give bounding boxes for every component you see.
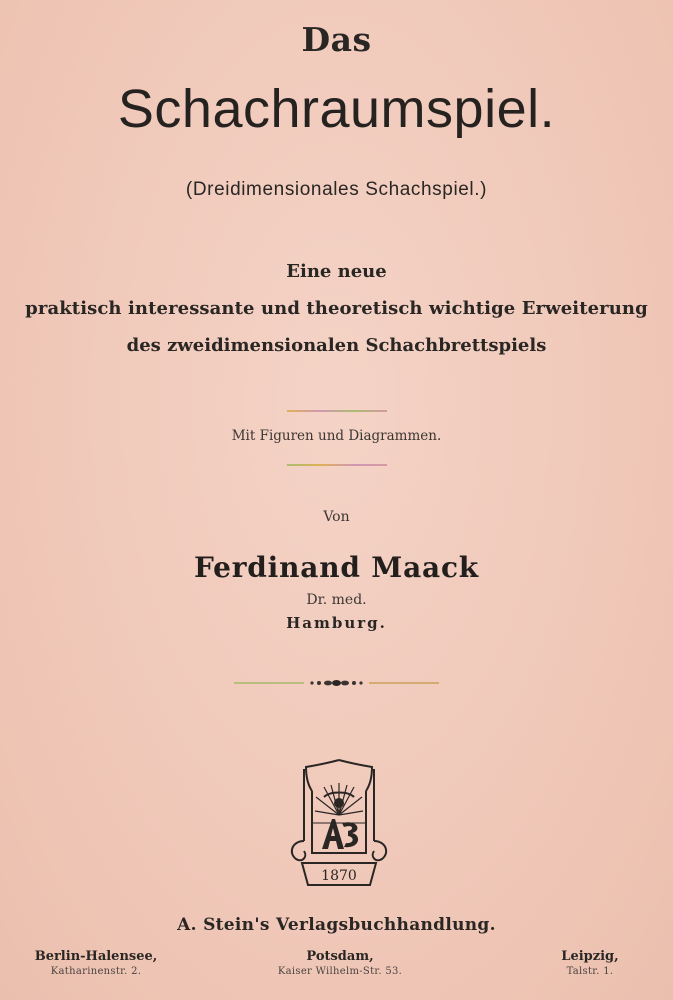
author-name: Ferdinand Maack bbox=[193, 551, 480, 584]
publisher-location-potsdam bbox=[250, 949, 430, 977]
location-address: Kaiser Wilhelm-Str. 53. bbox=[277, 966, 403, 977]
location-city: Berlin-Halensee, bbox=[34, 949, 158, 964]
page-title: Schachraumspiel. bbox=[117, 79, 556, 139]
description-line-1: Eine neue bbox=[286, 261, 387, 282]
location-city: Leipzig, bbox=[561, 949, 619, 964]
divider-top bbox=[287, 410, 387, 412]
publisher-name: A. Stein's Verlagsbuchhandlung. bbox=[177, 915, 496, 935]
author-city: Hamburg. bbox=[286, 614, 387, 632]
emblem-year: 1870 bbox=[321, 868, 357, 884]
location-address: Katharinenstr. 2. bbox=[50, 966, 142, 977]
description-line-2: praktisch interessante und theoretisch wichtige Erweiterung bbox=[25, 298, 648, 319]
title-article: Das bbox=[301, 20, 372, 59]
publisher-location-leipzig bbox=[535, 949, 645, 977]
location-address: Talstr. 1. bbox=[566, 966, 614, 977]
publisher-emblem-icon bbox=[284, 757, 394, 892]
subtitle: (Dreidimensionales Schachspiel.) bbox=[185, 179, 488, 200]
divider-bottom bbox=[287, 464, 387, 466]
location-city: Potsdam, bbox=[306, 949, 374, 964]
author-degree: Dr. med. bbox=[306, 592, 367, 608]
publisher-location-berlin bbox=[26, 949, 166, 977]
description-line-3: des zweidimensionalen Schachbrettspiels bbox=[126, 335, 547, 356]
illustrations-note: Mit Figuren und Diagrammen. bbox=[231, 428, 442, 444]
ornament-divider-icon bbox=[234, 676, 439, 690]
byline-von: Von bbox=[323, 509, 350, 525]
